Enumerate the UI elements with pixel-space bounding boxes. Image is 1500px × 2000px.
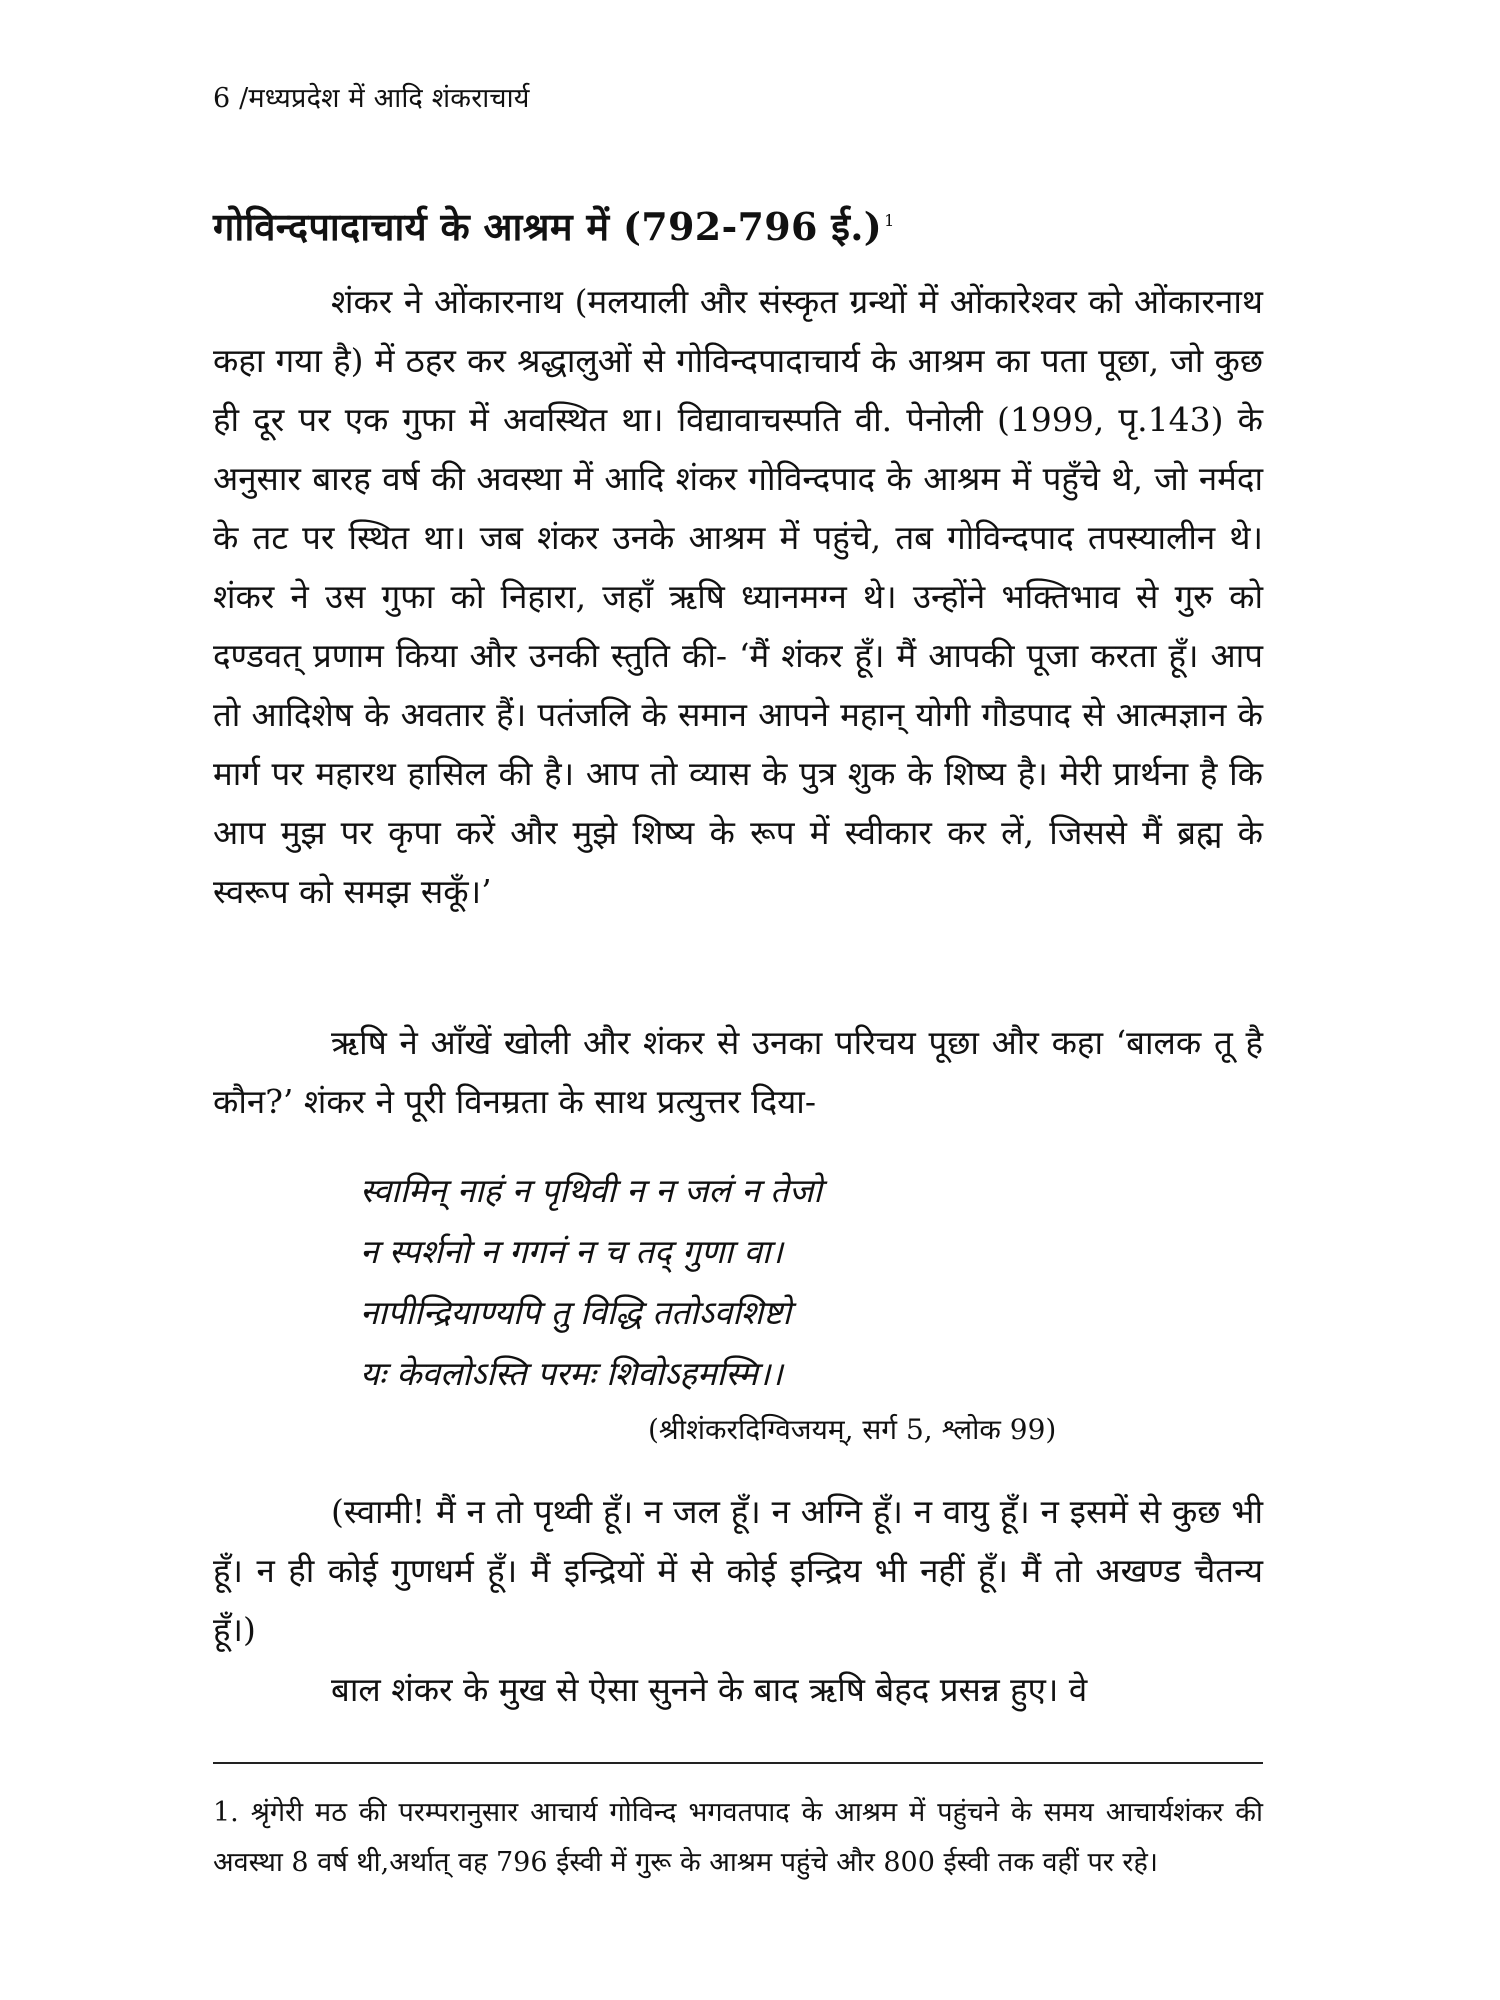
paragraph-2 bbox=[213, 1013, 1263, 1131]
verse-citation: (श्रीशंकरदिग्विजयम्, सर्ग 5, श्लोक 99) bbox=[648, 1413, 1057, 1446]
sanskrit-verse bbox=[360, 1160, 822, 1404]
paragraph-4-text: बाल शंकर के मुख से ऐसा सुनने के बाद ऋषि बेहद प्रसन्न हुए। वे bbox=[331, 1670, 1088, 1709]
paragraph-3-text: (स्वामी! मैं न तो पृथ्वी हूँ। न जल हूँ। न अग्नि हूँ। न वायु हूँ। न इसमें से कुछ भी हूँ। न ही कोई गुणधर्म हूँ। मैं इन्द्रियों में से कोई इन्द्रिय भी नहीं हूँ। मैं तो अखण्ड चैतन्य हूँ।) bbox=[213, 1492, 1263, 1649]
footnote: 1. श्रृंगेरी मठ की परम्परानुसार आचार्य गोविन्द भगवतपाद के आश्रम में पहुंचने के समय आचार्यशंकर की अवस्था 8 वर्ष थी,अर्थात् वह 796 ईस्वी में गुरू के आश्रम पहुंचे और 800 ईस्वी तक वहीं पर रहे। bbox=[213, 1797, 1263, 1878]
paragraph-1-text: शंकर ने ओंकारनाथ (मलयाली और संस्कृत ग्रन्थों में ओंकारेश्वर को ओंकारनाथ कहा गया है) में ठहर कर श्रद्धालुओं से गोविन्दपादाचार्य के आश्रम का पता पूछा, जो कुछ ही दूर पर एक गुफा में अवस्थित था। विद्यावाचस्पति वी. पेनोली (1999, पृ.143) के अनुसार बारह वर्ष की अवस्था में आदि शंकर गोविन्दपाद के आश्रम में पहुँचे थे, जो नर्मदा के तट पर स्थित था। जब शंकर उनके आश्रम में पहुंचे, तब गोविन्दपाद तपस्यालीन थे। शंकर ने उस गुफा को निहारा, जहाँ ऋषि ध्यानमग्न थे। उन्होंने भक्तिभाव से गुरु को दण्डवत् प्रणाम किया और उनकी स्तुति की- ‘मैं शंकर हूँ। मैं आपकी पूजा करता हूँ। आप तो आदिशेष के अवतार हैं। पतंजलि के समान आपने महान् योगी गौडपाद से आत्मज्ञान के मार्ग पर महारथ हासिल की है। आप तो व्यास के पुत्र शुक के शिष्य है। मेरी प्रार्थना है कि आप मुझ पर कृपा करें और मुझे शिष्य के रूप में स्वीकार कर लें, जिससे मैं ब्रह्म के स्वरूप को समझ सकूँ।’ bbox=[213, 282, 1263, 911]
section-title bbox=[213, 200, 895, 252]
paragraph-1 bbox=[213, 272, 1263, 921]
verse-line-3: नापीन्द्रियाण्यपि तु विद्धि ततोऽवशिष्टो bbox=[360, 1293, 792, 1332]
footnote-ref: 1 bbox=[884, 211, 895, 231]
verse-line-1: स्वामिन् नाहं न पृथिवी न न जलं न तेजो bbox=[360, 1171, 822, 1210]
paragraph-4 bbox=[213, 1660, 1263, 1719]
footnote-divider bbox=[213, 1762, 1263, 1764]
section-title-text: गोविन्दपादाचार्य के आश्रम में (792-796 ई.) bbox=[213, 204, 883, 249]
verse-line-4: यः केवलोऽस्ति परमः शिवोऽहमस्मि।। bbox=[360, 1354, 783, 1393]
verse-line-2: न स्पर्शनो न गगनं न च तद् गुणा वा। bbox=[360, 1232, 783, 1271]
paragraph-2-text: ऋषि ने आँखें खोली और शंकर से उनका परिचय पूछा और कहा ‘बालक तू है कौन?’ शंकर ने पूरी विनम्रता के साथ प्रत्युत्तर दिया- bbox=[213, 1023, 1263, 1121]
paragraph-3 bbox=[213, 1482, 1263, 1659]
running-head: 6 /मध्यप्रदेश में आदि शंकराचार्य bbox=[213, 83, 530, 114]
